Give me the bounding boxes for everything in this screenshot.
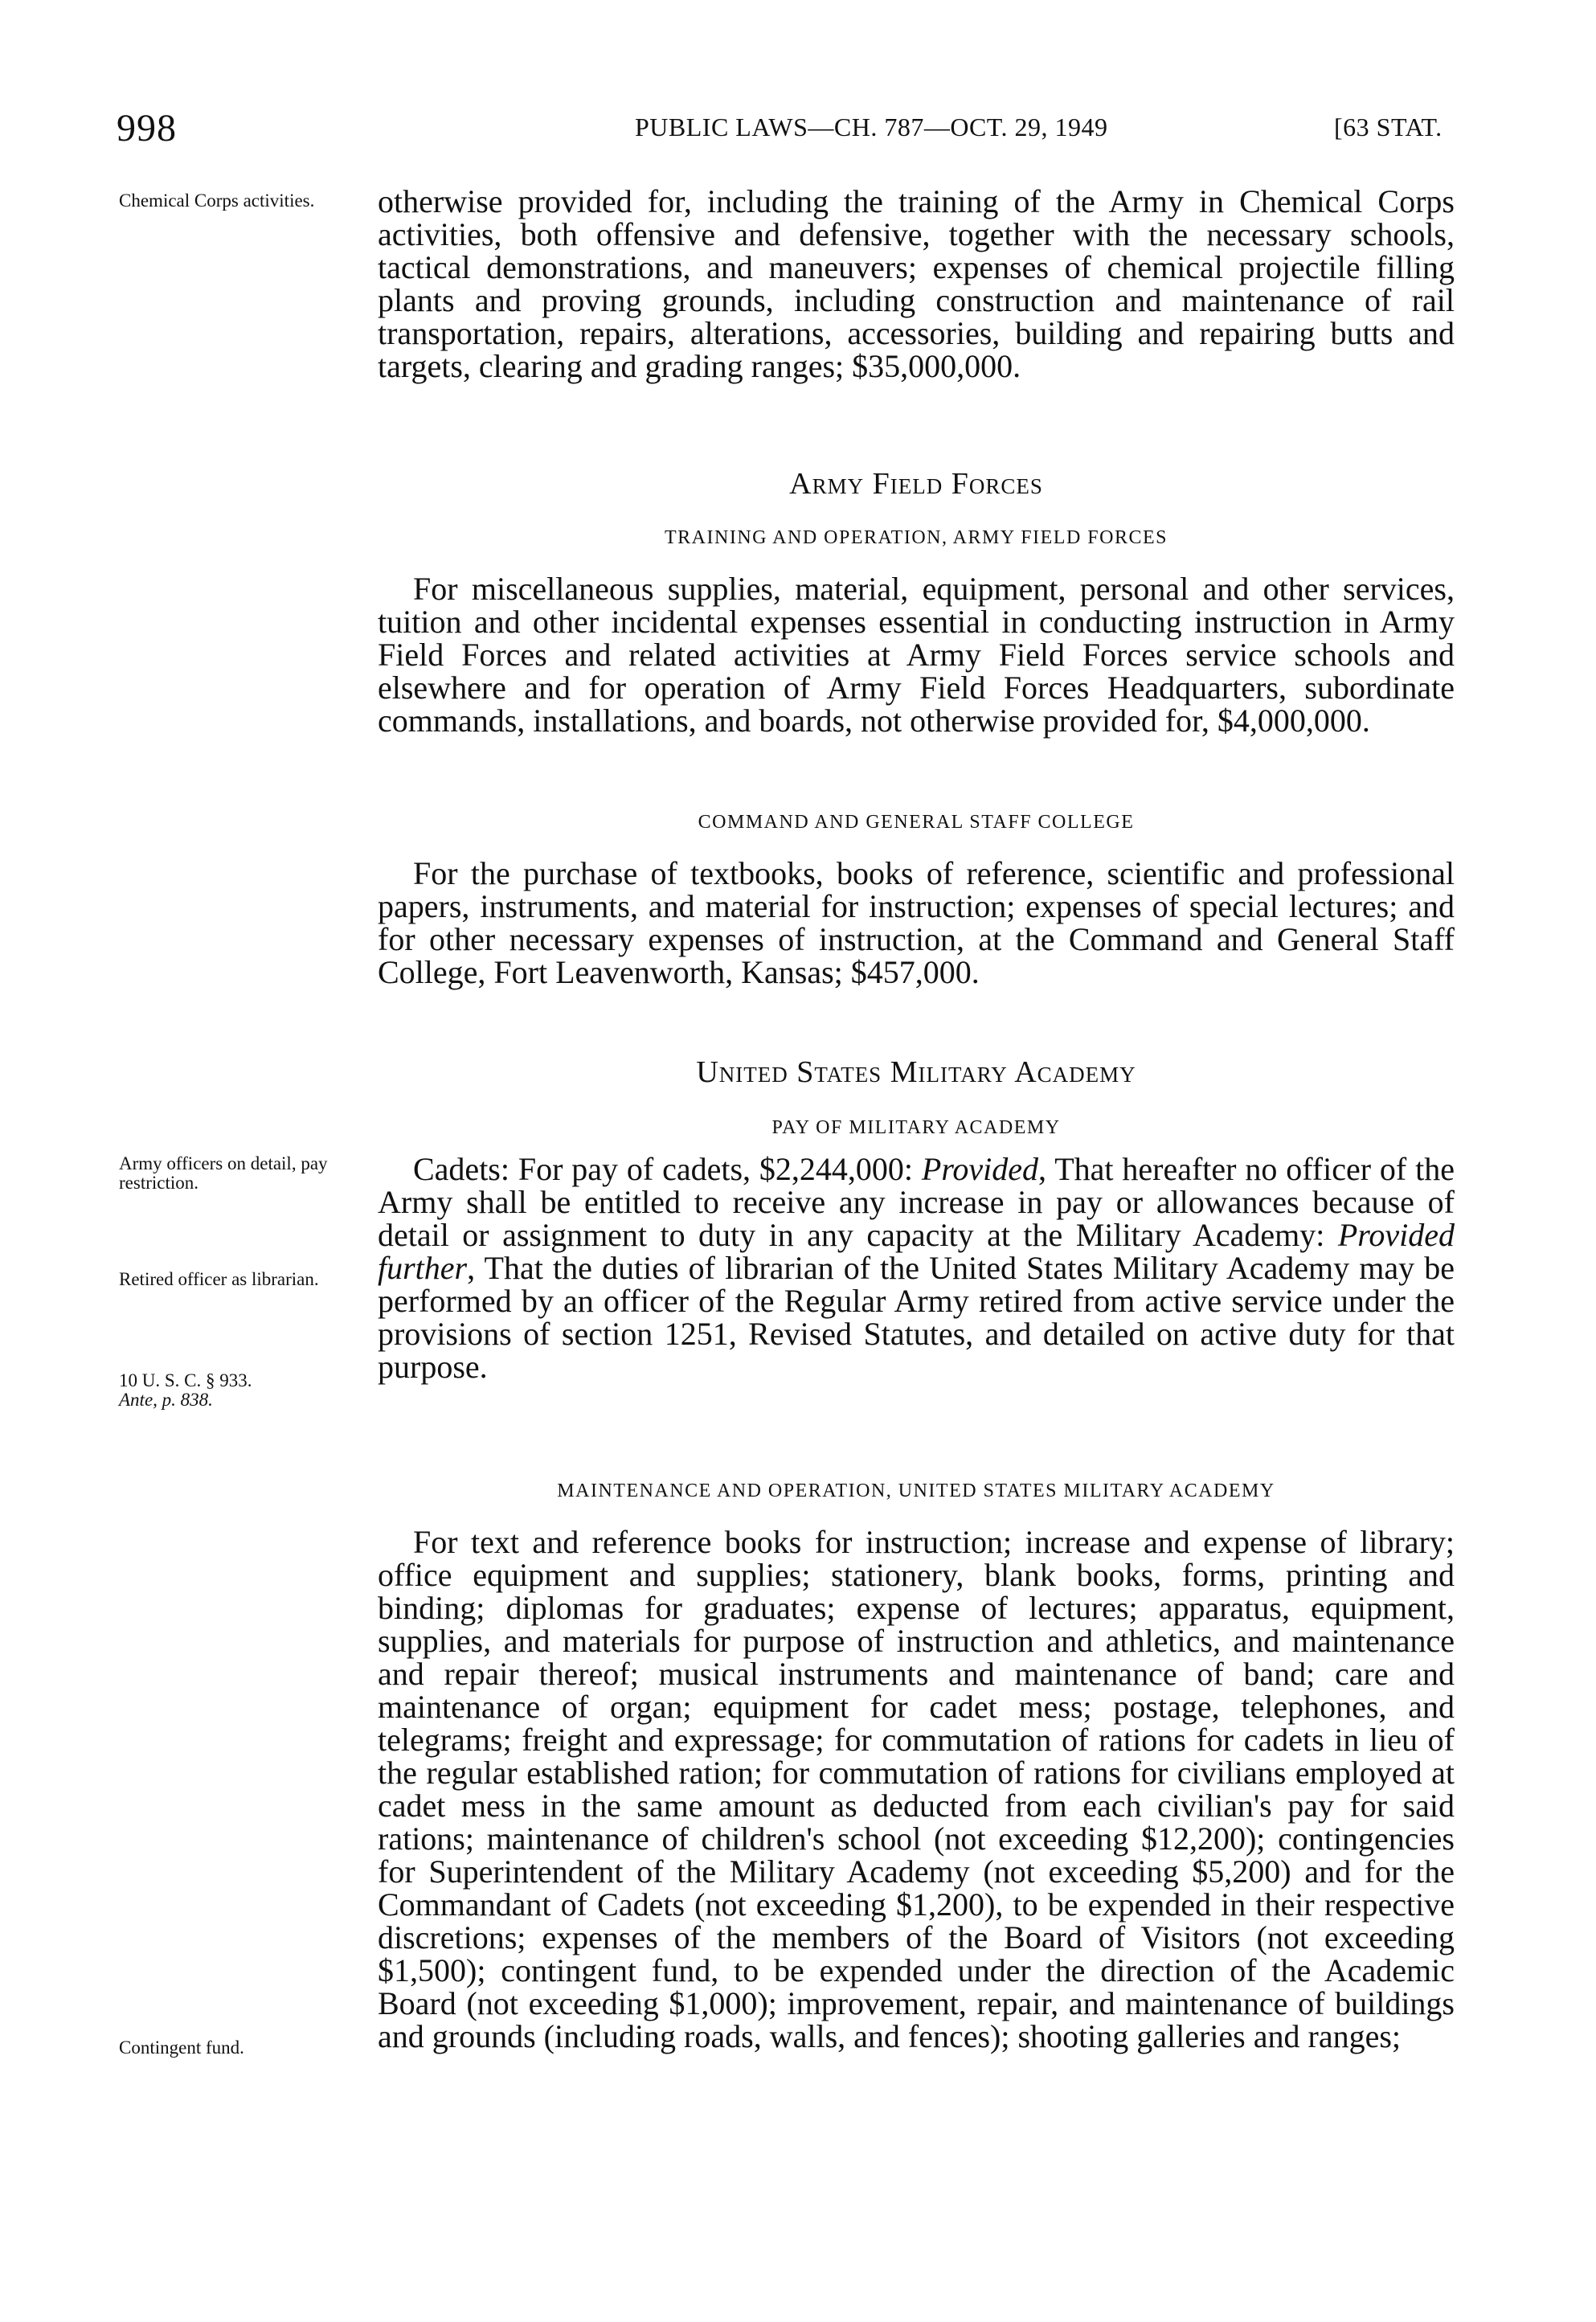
statute-reference: [63 STAT.: [1334, 113, 1443, 141]
provided-further-italic: Provided further: [378, 1217, 1455, 1286]
usma-heading: United States Military Academy: [696, 1055, 1136, 1089]
margin-note-chemical-corps: Chemical Corps activities.: [119, 190, 315, 211]
maintenance-operation-heading: MAINTENANCE AND OPERATION, UNITED STATES MILITARY ACADEMY: [557, 1480, 1275, 1501]
margin-note-contingent-fund: Contingent fund.: [119, 2037, 244, 2058]
chemical-corps-paragraph: [378, 185, 1455, 383]
maintenance-paragraph: [378, 1525, 1455, 2053]
margin-note-army-officers: Army officers on detail, pay restriction.: [119, 1153, 328, 1193]
training-operation-heading: TRAINING AND OPERATION, ARMY FIELD FORCES: [665, 527, 1168, 548]
usc-citation: 10 U. S. C. § 933.: [119, 1370, 252, 1390]
ante-citation: Ante, p. 838.: [119, 1390, 213, 1410]
margin-note-usc-reference: [119, 1371, 360, 1410]
command-staff-college-paragraph: [378, 857, 1455, 989]
command-staff-college-heading: COMMAND AND GENERAL STAFF COLLEGE: [698, 812, 1135, 833]
provided-italic: Provided: [921, 1151, 1039, 1187]
paragraph-text: Cadets: For pay of cadets, $2,244,000: Provided, That hereafter no officer of the Army shall be entitled to receive any increase in pay or allowances because of detail or assignment to duty in any capacity at the Military Academy: Provided further, That the duties of librarian of the United States Military Academy may be performed by an officer of the Regular Army retired from active service under the provisions of section 1251, Revised Statutes, and detailed on active duty for that purpose.: [378, 1151, 1455, 1385]
paragraph-text: For miscellaneous supplies, material, equipment, personal and other services, tuition and other incidental expenses essential in conducting instruction in Army Field Forces and related activities at Army Field Forces service schools and elsewhere and for operation of Army Field Forces Headquarters, subordinate commands, installations, and boards, not otherwise provided for, $4,000,000.: [378, 571, 1455, 739]
pay-paragraph: [378, 1153, 1455, 1383]
pay-military-academy-heading: PAY OF MILITARY ACADEMY: [771, 1117, 1061, 1138]
paragraph-text: otherwise provided for, including the training of the Army in Chemical Corps activities, both offensive and defensive, together with the necessary schools, tactical demonstrations, and maneuvers; expenses of chemical projectile filling plants and proving grounds, including construction and maintenance of rail transportation, repairs, alterations, accessories, building and repairing butts and targets, clearing and grading ranges; $35,000,000.: [378, 183, 1455, 384]
paragraph-text: For the purchase of textbooks, books of reference, scientific and professional papers, instruments, and material for instruction; expenses of special lectures; and for other necessary expenses of instruction, at the Command and General Staff College, Fort Leavenworth, Kansas; $457,000.: [378, 855, 1455, 990]
paragraph-text: For text and reference books for instruction; increase and expense of library; office equipment and supplies; stationery, blank books, forms, printing and binding; diplomas for graduates; expense of lectures; apparatus, equipment, supplies, and materials for purpose of instruction and athletics, and maintenance and repair thereof; musical instruments and maintenance of band; care and maintenance of organ; equipment for cadet mess; postage, telephones, and telegrams; freight and expressage; for commutation of rations for cadets in lieu of the regular established ration; for commutation of rations for civilians employed at cadet mess in the same amount as deducted from each civilian's pay for said rations; maintenance of children's school (not exceeding $12,200); contingencies for Superintendent of the Military Academy (not exceeding $5,200) and for the Commandant of Cadets (not exceeding $1,200), to be expended in their respective discretions; expenses of the members of the Board of Visitors (not exceeding $1,500); contingent fund, to be expended under the direction of the Academic Board (not exceeding $1,000); improvement, repair, and maintenance of buildings and grounds (including roads, walls, and fences); shooting galleries and ranges;: [378, 1524, 1455, 2054]
margin-note-retired-officer: Retired officer as librarian.: [119, 1269, 319, 1289]
training-paragraph: [378, 572, 1455, 737]
running-head: PUBLIC LAWS—CH. 787—OCT. 29, 1949: [635, 113, 1108, 141]
army-field-forces-heading: Army Field Forces: [789, 467, 1043, 501]
page-number: 998: [117, 107, 177, 149]
